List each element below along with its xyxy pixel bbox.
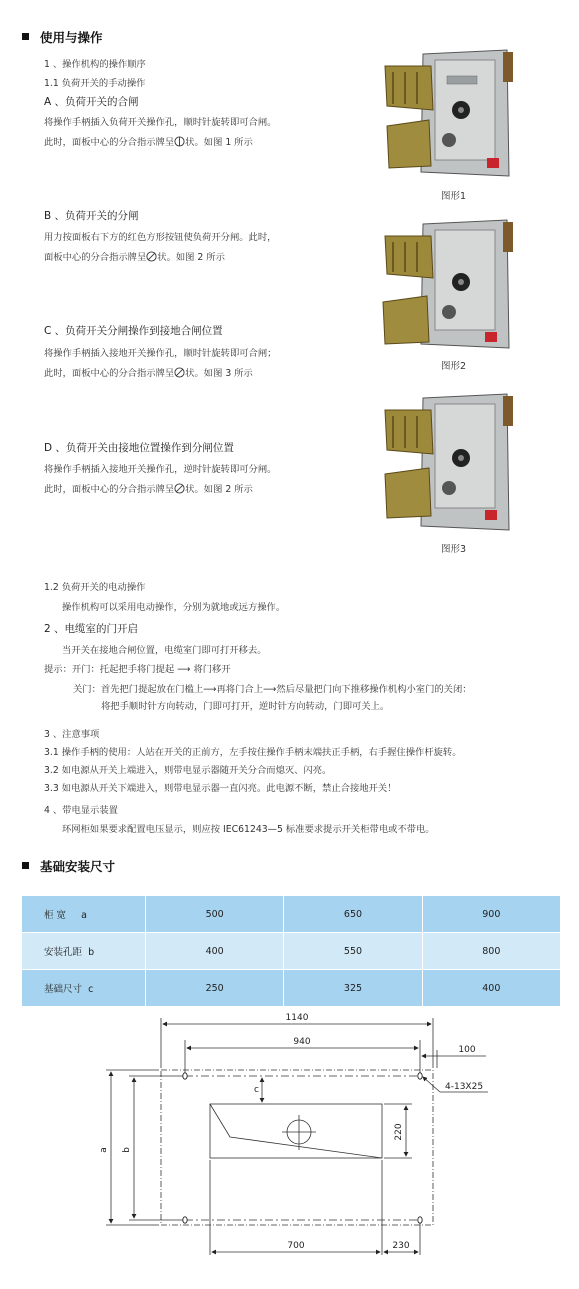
dim-940: 940 bbox=[293, 1037, 311, 1047]
dim-220: 220 bbox=[394, 1123, 404, 1141]
table-row bbox=[22, 933, 561, 970]
heading-c-ground-close: C 、负荷开关分闸操作到接地合闸位置 bbox=[44, 325, 223, 337]
figure-2-caption: 图形2 bbox=[441, 361, 467, 372]
row-symbol: b bbox=[88, 947, 95, 958]
foundation-drawing bbox=[0, 1000, 579, 1289]
text-c-line2-start: 此时，面板中心的分合指示牌呈 bbox=[44, 368, 175, 379]
text-b-line2-end: 状。如图 2 所示 bbox=[157, 252, 225, 263]
text-cable-door: 当开关在接地合闸位置，电缆室门即可打开移去。 bbox=[62, 645, 267, 656]
text-tip-close-a: 关门：首先把门提起放在门槛上 bbox=[73, 684, 204, 695]
dim-700: 700 bbox=[287, 1241, 305, 1251]
text-c-line1: 将操作手柄插入接地开关操作孔，顺时针旋转即可合闸； bbox=[44, 348, 277, 359]
table-cell: 900 bbox=[422, 896, 560, 933]
text-c-line2 bbox=[44, 365, 253, 381]
table-cell: 550 bbox=[284, 933, 422, 970]
text-tip-open-b: 将门移开 bbox=[193, 664, 231, 675]
text-d-line2-start: 此时，面板中心的分合指示牌呈 bbox=[44, 484, 175, 495]
figure-1-mechanism-image bbox=[375, 48, 525, 178]
arrow-right-icon: ⟶ bbox=[177, 664, 191, 675]
table-cell: 400 bbox=[422, 970, 560, 1007]
table-row bbox=[22, 896, 561, 933]
indicator-open-icon bbox=[146, 251, 157, 265]
dim-230: 230 bbox=[392, 1241, 410, 1251]
text-operating-sequence: 1 、操作机构的操作顺序 bbox=[44, 59, 146, 70]
heading-electric-operation: 1.2 负荷开关的电动操作 bbox=[44, 582, 146, 593]
text-note-3-2: 3.2 如电源从开关上端进入，则带电显示器随开关分合而熄灭、闪亮。 bbox=[44, 765, 332, 776]
section-bullet bbox=[22, 33, 29, 40]
figure-2-mechanism-image bbox=[375, 218, 525, 350]
text-tip-close-2: 将把手顺时针方向转动，门即可打开，逆时针方向转动，门即可关上。 bbox=[101, 701, 390, 712]
heading-cable-door: 2 、电缆室的门开启 bbox=[44, 623, 139, 635]
table-cell: 250 bbox=[146, 970, 284, 1007]
text-b-line2 bbox=[44, 249, 225, 265]
table-cell: 500 bbox=[146, 896, 284, 933]
heading-a-close: A 、负荷开关的合闸 bbox=[44, 96, 139, 108]
figure-1-caption: 图形1 bbox=[441, 191, 467, 202]
text-d-line2-end: 状。如图 2 所示 bbox=[185, 484, 253, 495]
indicator-ground-icon bbox=[174, 367, 185, 381]
text-c-line2-end: 状。如图 3 所示 bbox=[185, 368, 253, 379]
dim-a: a bbox=[99, 1147, 109, 1153]
section-bullet bbox=[22, 862, 29, 869]
text-tip-close bbox=[73, 681, 472, 695]
text-note-3-3: 3.3 如电源从开关下端进入，则带电显示器一直闪亮。此电源不断，禁止合接地开关！ bbox=[44, 783, 397, 794]
dim-100: 100 bbox=[458, 1045, 476, 1055]
text-a-line2 bbox=[44, 134, 253, 150]
text-a-line2-start: 此时，面板中心的分合指示牌呈 bbox=[44, 137, 175, 148]
text-d-line2 bbox=[44, 481, 253, 497]
heading-d-ground-open: D 、负荷开关由接地位置操作到分闸位置 bbox=[44, 442, 234, 454]
figure-3-caption: 图形3 bbox=[441, 544, 467, 555]
text-d-line1: 将操作手柄插入接地开关操作孔，逆时针旋转即可分闸。 bbox=[44, 464, 277, 475]
text-a-line1: 将操作手柄插入负荷开关操作孔，顺时针旋转即可合闸。 bbox=[44, 117, 277, 128]
text-note-3-1: 3.1 操作手柄的使用：人站在开关的正前方，左手按住操作手柄末端扶正手柄，右手握住操作杆旋转。 bbox=[44, 747, 462, 758]
section-title-usage: 使用与操作 bbox=[40, 30, 103, 45]
text-tip-open-a: 提示：开门：托起把手将门提起 bbox=[44, 664, 175, 675]
foundation-dimension-table bbox=[21, 895, 561, 1007]
dim-b: b bbox=[122, 1147, 132, 1153]
indicator-open-icon bbox=[174, 483, 185, 497]
text-tip-close-b: 再将门合上 bbox=[216, 684, 263, 695]
text-b-line2-start: 面板中心的分合指示牌呈 bbox=[44, 252, 147, 263]
text-live-display: 环网柜如果要求配置电压显示，则应按 IEC61243—5 标准要求提示开关柜带电或不带电。 bbox=[62, 824, 435, 835]
row-symbol: a bbox=[81, 910, 87, 921]
heading-notes: 3 、注意事项 bbox=[44, 729, 100, 740]
text-a-line2-end: 状。如图 1 所示 bbox=[185, 137, 253, 148]
arrow-right-icon: ⟶ bbox=[263, 684, 277, 695]
table-row-label bbox=[22, 933, 146, 970]
table-cell: 650 bbox=[284, 896, 422, 933]
row-label-text: 安装孔距 bbox=[44, 947, 83, 958]
table-row-label bbox=[22, 896, 146, 933]
text-b-line1: 用力按面板右下方的红色方形按钮使负荷开分闸。此时， bbox=[44, 232, 277, 243]
table-cell: 800 bbox=[422, 933, 560, 970]
arrow-right-icon: ⟶ bbox=[203, 684, 217, 695]
dim-c: c bbox=[254, 1085, 259, 1095]
section-title-foundation: 基础安装尺寸 bbox=[40, 859, 116, 874]
indicator-closed-icon bbox=[174, 136, 185, 150]
row-label-text: 基础尺寸 bbox=[44, 984, 83, 995]
heading-live-display: 4 、带电显示装置 bbox=[44, 805, 118, 816]
dim-1140: 1140 bbox=[285, 1013, 309, 1023]
text-tip-open bbox=[44, 661, 231, 675]
row-label-text: 柜 宽 bbox=[44, 910, 67, 921]
text-electric-operation: 操作机构可以采用电动操作，分别为就地或远方操作。 bbox=[62, 602, 286, 613]
table-cell: 325 bbox=[284, 970, 422, 1007]
figure-3-mechanism-image bbox=[375, 392, 525, 532]
table-cell: 400 bbox=[146, 933, 284, 970]
text-tip-close-c: 然后尽量把门向下推移操作机构小室门的关闭： bbox=[276, 684, 472, 695]
dim-holes: 4-13X25 bbox=[445, 1082, 484, 1092]
row-symbol: c bbox=[88, 984, 94, 995]
text-manual-operation: 1.1 负荷开关的手动操作 bbox=[44, 78, 146, 89]
heading-b-open: B 、负荷开关的分闸 bbox=[44, 210, 139, 222]
